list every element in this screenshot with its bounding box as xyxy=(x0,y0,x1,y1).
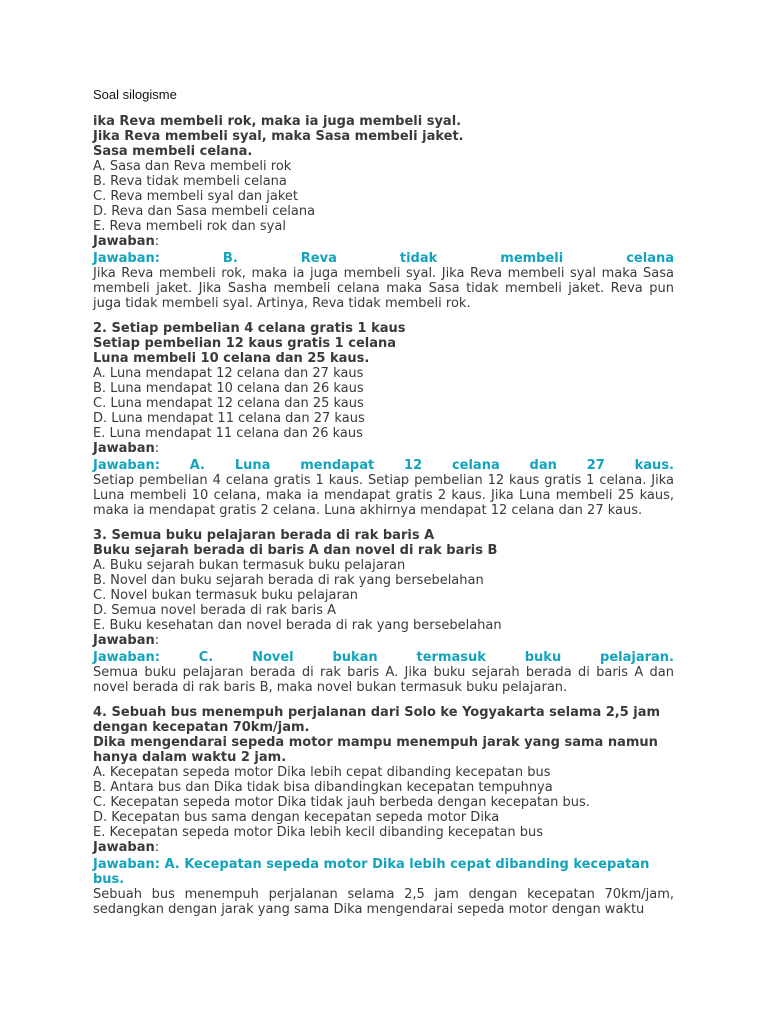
question-1 xyxy=(93,114,674,311)
jawaban-colon: : xyxy=(154,441,160,456)
document-title: Soal silogisme xyxy=(93,87,177,102)
option: C. Luna mendapat 12 celana dan 25 kaus xyxy=(93,396,364,411)
option: B. Antara bus dan Dika tidak bisa dibandingkan kecepatan tempuhnya xyxy=(93,780,553,795)
question-2 xyxy=(93,321,674,518)
premise: 3. Semua buku pelajaran berada di rak baris A xyxy=(93,528,435,543)
answer-highlight: Jawaban: C. Novel bukan termasuk buku pelajaran. xyxy=(93,650,674,665)
jawaban-label-text: Jawaban xyxy=(93,441,155,456)
jawaban-label-text: Jawaban xyxy=(93,633,155,648)
option: D. Reva dan Sasa membeli celana xyxy=(93,204,316,219)
premise: Sasa membeli celana. xyxy=(93,144,253,159)
jawaban-label-text: Jawaban xyxy=(93,840,155,855)
jawaban-label-text: Jawaban xyxy=(93,234,155,249)
option: D. Semua novel berada di rak baris A xyxy=(93,603,337,618)
option: A. Buku sejarah bukan termasuk buku pelajaran xyxy=(93,558,406,573)
option: A. Luna mendapat 12 celana dan 27 kaus xyxy=(93,366,364,381)
jawaban-label xyxy=(93,234,674,249)
question-3 xyxy=(93,528,674,695)
option: B. Reva tidak membeli celana xyxy=(93,174,287,189)
jawaban-label xyxy=(93,633,674,648)
option: E. Luna mendapat 11 celana dan 26 kaus xyxy=(93,426,363,441)
premise: 4. Sebuah bus menempuh perjalanan dari Solo ke Yogyakarta selama 2,5 jam dengan kecepatan 70km/jam. xyxy=(93,705,661,735)
answer-highlight: Jawaban: A. Kecepatan sepeda motor Dika lebih cepat dibanding kecepatan bus. xyxy=(93,857,650,887)
premise: ika Reva membeli rok, maka ia juga membeli syal. xyxy=(93,114,462,129)
answer-explanation: Setiap pembelian 4 celana gratis 1 kaus. Setiap pembelian 12 kaus gratis 1 celana. Jika Luna membeli 10 celana, maka ia mendapat gratis 2 kaus. Jika Luna membeli 25 kaus, maka ia mendapat gratis 2 celana. Luna akhirnya mendapat 12 celana dan 27 kaus. xyxy=(93,473,674,518)
option: D. Luna mendapat 11 celana dan 27 kaus xyxy=(93,411,365,426)
jawaban-label xyxy=(93,441,674,456)
jawaban-colon: : xyxy=(154,633,160,648)
option: A. Sasa dan Reva membeli rok xyxy=(93,159,292,174)
premise: Luna membeli 10 celana dan 25 kaus. xyxy=(93,351,370,366)
option: B. Luna mendapat 10 celana dan 26 kaus xyxy=(93,381,364,396)
premise: Jika Reva membeli syal, maka Sasa membeli jaket. xyxy=(93,129,464,144)
answer-explanation: Semua buku pelajaran berada di rak baris A. Jika buku sejarah berada di baris A dan novel berada di rak baris B, maka novel bukan termasuk buku pelajaran. xyxy=(93,665,674,695)
answer-highlight: Jawaban: A. Luna mendapat 12 celana dan 27 kaus. xyxy=(93,458,674,473)
option: C. Reva membeli syal dan jaket xyxy=(93,189,299,204)
jawaban-colon: : xyxy=(154,840,160,855)
premise: Setiap pembelian 12 kaus gratis 1 celana xyxy=(93,336,397,351)
premise: Dika mengendarai sepeda motor mampu menempuh jarak yang sama namun hanya dalam waktu 2 jam. xyxy=(93,735,658,765)
option: E. Kecepatan sepeda motor Dika lebih kecil dibanding kecepatan bus xyxy=(93,825,544,840)
document-body xyxy=(93,114,674,927)
answer-explanation: Sebuah bus menempuh perjalanan selama 2,5 jam dengan kecepatan 70km/jam, sedangkan dengan jarak yang sama Dika mengendarai sepeda motor dengan waktu xyxy=(93,887,674,917)
answer-highlight: Jawaban: B. Reva tidak membeli celana xyxy=(93,251,674,266)
premise: Buku sejarah berada di baris A dan novel di rak baris B xyxy=(93,543,498,558)
question-4 xyxy=(93,705,674,917)
option: C. Novel bukan termasuk buku pelajaran xyxy=(93,588,359,603)
answer-explanation: Jika Reva membeli rok, maka ia juga membeli syal. Jika Reva membeli syal maka Sasa membeli jaket. Jika Sasha membeli celana maka Sasa tidak membeli jaket. Reva pun juga tidak membeli syal. Artinya, Reva tidak membeli rok. xyxy=(93,266,674,311)
option: D. Kecepatan bus sama dengan kecepatan sepeda motor Dika xyxy=(93,810,500,825)
option: B. Novel dan buku sejarah berada di rak yang bersebelahan xyxy=(93,573,484,588)
jawaban-colon: : xyxy=(154,234,160,249)
option: A. Kecepatan sepeda motor Dika lebih cepat dibanding kecepatan bus xyxy=(93,765,551,780)
option: C. Kecepatan sepeda motor Dika tidak jauh berbeda dengan kecepatan bus. xyxy=(93,795,590,810)
premise: 2. Setiap pembelian 4 celana gratis 1 kaus xyxy=(93,321,406,336)
option: E. Reva membeli rok dan syal xyxy=(93,219,286,234)
option: E. Buku kesehatan dan novel berada di rak yang bersebelahan xyxy=(93,618,502,633)
jawaban-label xyxy=(93,840,674,855)
